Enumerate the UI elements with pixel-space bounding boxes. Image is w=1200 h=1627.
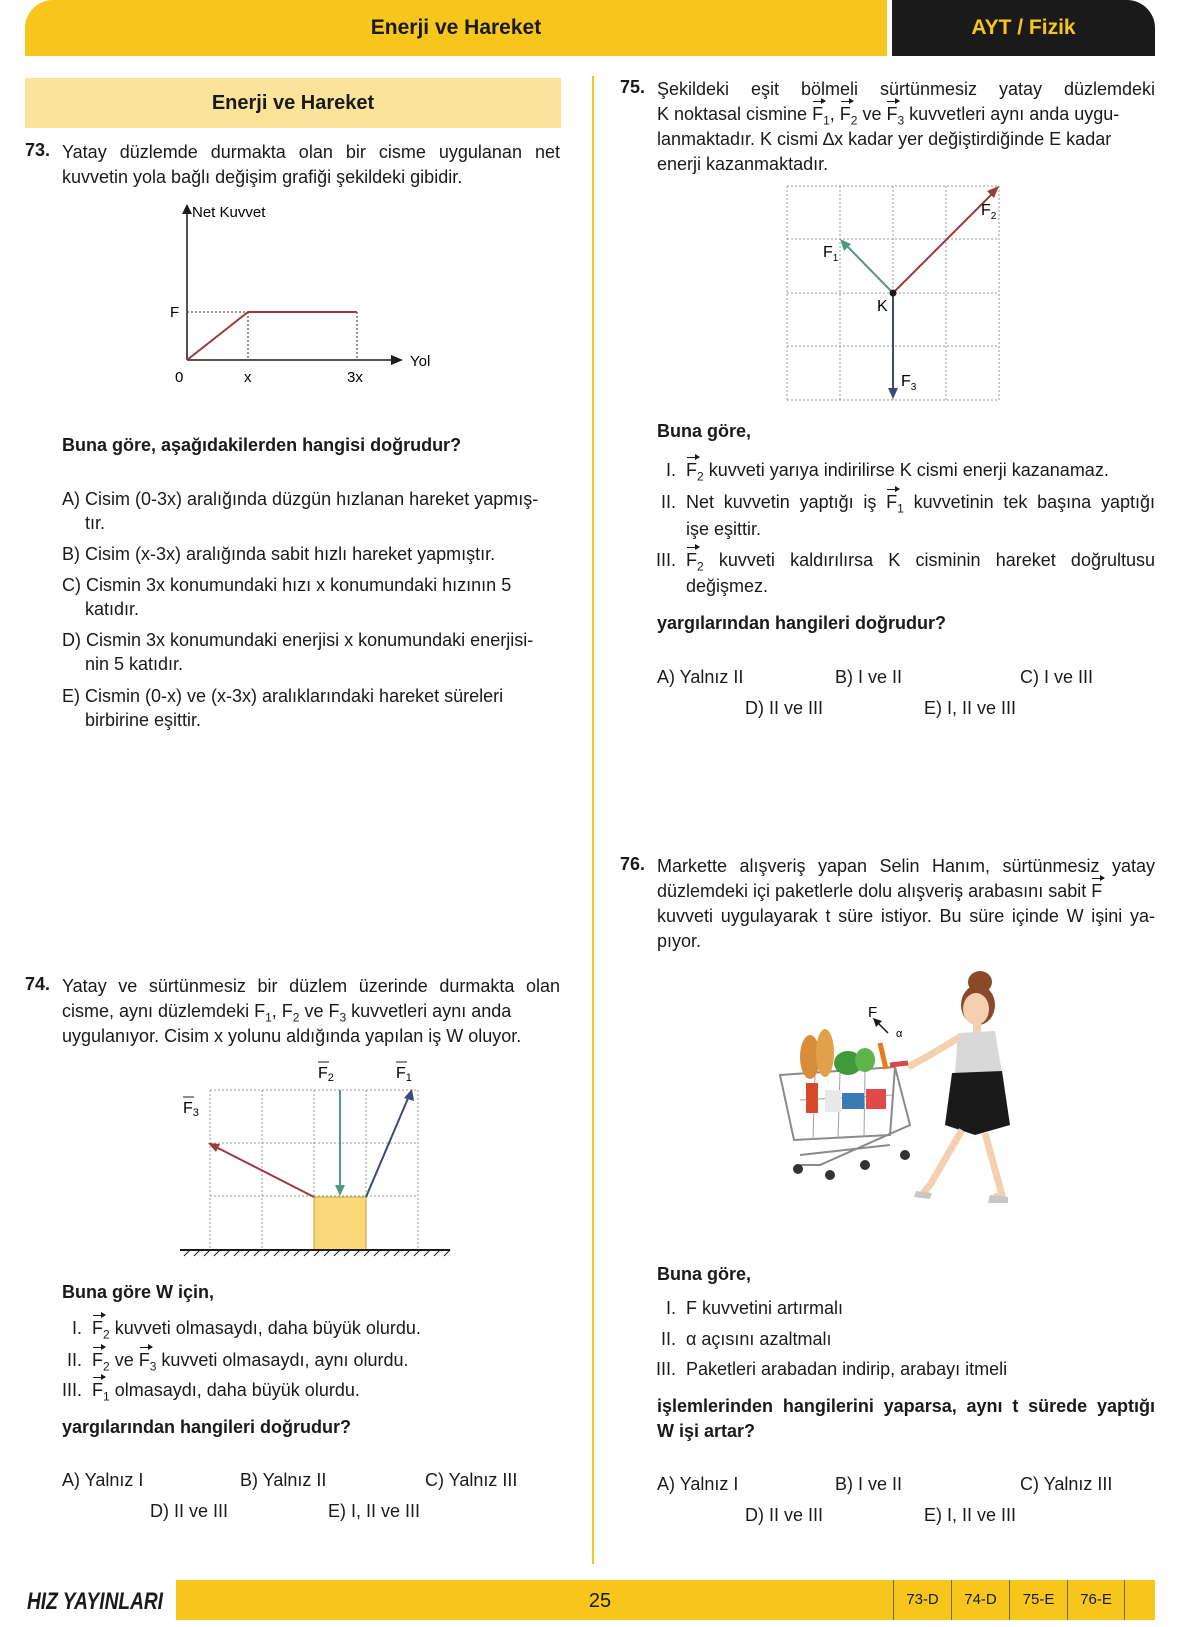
q75-answer-b[interactable]: B) I ve II <box>835 667 903 687</box>
q76-stmt3-num: III. <box>656 1359 677 1379</box>
q74-answer-a[interactable]: A) Yalnız I <box>62 1470 144 1490</box>
grocery-items <box>800 1029 886 1113</box>
q75-figure <box>780 182 1010 407</box>
q76-question-line2: W işi artar? <box>657 1421 756 1441</box>
q75-stmt2-cont: işe eşittir. <box>686 519 762 539</box>
q76-stmt2-num: II. <box>661 1329 677 1349</box>
q74-text-line2: cisme, aynı düzlemdeki $F_1$, $F_2$ ve $F_3$ kuvvetleri aynı anda <box>62 1001 512 1025</box>
q76-answer-d[interactable]: D) II ve III <box>745 1505 824 1525</box>
q75-stmt2: Net kuvvetin yaptığı iş $F_1$ kuvvetinin tek başına yaptığı <box>686 492 1155 516</box>
q76-force-label: F <box>868 1004 878 1021</box>
q74-question: yargılarından hangileri doğrudur? <box>62 1417 352 1437</box>
q76-stmt2: α açısını azaltmalı <box>686 1329 832 1349</box>
q76-number: 76. <box>620 854 646 874</box>
q76-stmt1-num: I. <box>666 1298 677 1318</box>
q75-question: yargılarından hangileri doğrudur? <box>657 613 947 633</box>
q74-text-line3: uygulanıyor. Cisim x yolunu aldığında yapılan iş W oluyor. <box>62 1026 522 1046</box>
q74-f1-arrow <box>366 1096 409 1197</box>
graph-xtick-x: x <box>244 369 252 386</box>
q73-number: 73. <box>25 140 51 160</box>
q73-option-a[interactable]: A) Cisim (0-3x) aralığında düzgün hızlanan hareket yapmış- <box>62 489 539 509</box>
q75-f1-label: $F_1$ <box>823 244 839 264</box>
q74-f3-label: F3 <box>183 1100 199 1119</box>
q75-f3-arrowhead-icon <box>888 388 898 399</box>
header-subject: AYT / Fizik <box>971 16 1076 39</box>
q74-stmt2: $F_2$ ve $F_3$ kuvveti olmasaydı, aynı olurdu. <box>92 1350 409 1374</box>
q74-f2-label: F2 <box>318 1065 334 1084</box>
q75-answer-d[interactable]: D) II ve III <box>745 698 824 718</box>
q76-prompt: Buna göre, <box>657 1264 752 1284</box>
q73-prompt: Buna göre, aşağıdakilerden hangisi doğrudur? <box>62 435 462 455</box>
q76-force-arrow <box>878 1023 888 1033</box>
q74-prompt: Buna göre W için, <box>62 1282 215 1302</box>
q76-question-line1: işlemlerinden hangilerini yaparsa, aynı t sürede yaptığı <box>657 1396 1155 1416</box>
q75-f3-label: $F_3$ <box>901 373 917 393</box>
q74-answer-d[interactable]: D) II ve III <box>150 1501 229 1521</box>
q74-stmt3-num: III. <box>62 1380 83 1400</box>
header-subject-bar <box>892 0 1155 56</box>
q73-option-b[interactable]: B) Cisim (x-3x) aralığında sabit hızlı hareket yapmıştır. <box>62 544 496 564</box>
q76-answer-a[interactable]: A) Yalnız I <box>657 1474 739 1494</box>
force-curve <box>187 312 357 360</box>
q74-f1-label: F1 <box>396 1065 412 1084</box>
q75-stmt1-num: I. <box>666 460 677 480</box>
q75-f1-arrow <box>845 244 893 293</box>
q76-line3: kuvveti uygulayarak t süre istiyor. Bu süre içinde W işini ya- <box>657 906 1155 926</box>
q75-number: 75. <box>620 77 646 97</box>
q73-option-e[interactable]: E) Cismin (0-x) ve (x-3x) aralıklarındaki hareket süreleri <box>62 686 504 706</box>
q75-point-k <box>890 290 897 297</box>
q74-stmt1-num: I. <box>72 1318 83 1338</box>
q76-answer-c[interactable]: C) Yalnız III <box>1020 1474 1113 1494</box>
q75-prompt: Buna göre, <box>657 421 752 441</box>
q73-option-e-cont: birbirine eşittir. <box>85 710 202 730</box>
answer-key-73: 73-D <box>893 1580 951 1620</box>
logo-text: HIZ YAYINLARI <box>27 1588 165 1615</box>
q74-text-line1: Yatay ve sürtünmesiz bir düzlem üzerinde durmakta olan <box>62 976 560 996</box>
q74-answer-c[interactable]: C) Yalnız III <box>425 1470 518 1490</box>
answer-key-76: 76-E <box>1067 1580 1125 1620</box>
q74-block <box>314 1197 366 1250</box>
q73-option-d-cont: nin 5 katıdır. <box>85 654 184 674</box>
q75-answer-e[interactable]: E) I, II ve III <box>924 698 1017 718</box>
q74-answer-b[interactable]: B) Yalnız II <box>240 1470 327 1490</box>
q75-answer-c[interactable]: C) I ve III <box>1020 667 1094 687</box>
q76-line2: düzlemdeki içi paketlerle dolu alışveriş arabasını sabit F <box>657 879 1102 904</box>
q75-stmt1: $F_2$ kuvveti yarıya indirilirse K cismi enerji kazanamaz. <box>686 460 1109 484</box>
q75-stmt3-num: III. <box>656 550 677 570</box>
q74-answer-e[interactable]: E) I, II ve III <box>328 1501 421 1521</box>
answer-key-75: 75-E <box>1009 1580 1067 1620</box>
q76-stmt1: F kuvvetini artırmalı <box>686 1298 844 1318</box>
column-divider <box>592 76 594 1564</box>
q74-number: 74. <box>25 974 51 994</box>
q76-answer-e[interactable]: E) I, II ve III <box>924 1505 1017 1525</box>
q75-line3: lanmaktadır. K cismi ∆x kadar yer değiştirdiğinde E kadar <box>657 129 1112 149</box>
q73-text: Yatay düzlemde durmakta olan bir cisme uygulanan net kuvvetin yola bağlı değişim grafiği şekildeki gibidir. <box>62 142 560 187</box>
graph-ytick-f: F <box>170 304 180 321</box>
q73-option-c[interactable]: C) Cismin 3x konumundaki hızı x konumundaki hızının 5 <box>62 575 512 595</box>
page-number: 25 <box>588 1590 612 1612</box>
q76-line4: pıyor. <box>657 931 702 951</box>
q76-figure <box>780 965 1060 1245</box>
header-title: Enerji ve Hareket <box>370 16 542 39</box>
q76-alpha-label: α <box>896 1028 903 1040</box>
q75-stmt3-cont: değişmez. <box>686 576 769 596</box>
q75-answer-a[interactable]: A) Yalnız II <box>657 667 744 687</box>
q76-line1: Markette alışveriş yapan Selin Hanım, sürtünmesiz yatay <box>657 856 1155 876</box>
q73-option-d[interactable]: D) Cismin 3x konumundaki enerjisi x konumundaki enerjisi- <box>62 630 534 650</box>
q74-stmt1: $F_2$ kuvveti olmasaydı, daha büyük olurdu. <box>92 1318 421 1342</box>
y-axis-arrow-icon <box>182 204 192 214</box>
q73-option-c-cont: katıdır. <box>85 599 140 619</box>
graph-ylabel: Net Kuvvet <box>192 204 266 221</box>
section-title: Enerji ve Hareket <box>211 92 375 114</box>
q73-option-a-cont: tır. <box>85 513 106 533</box>
q75-line1: Şekildeki eşit bölmeli sürtünmesiz yatay düzlemdeki <box>657 79 1155 99</box>
q75-stmt3: $F_2$ kuvveti kaldırılırsa K cisminin hareket doğrultusu <box>686 550 1155 574</box>
q74-f3-arrow <box>214 1146 314 1197</box>
section-title-box <box>25 78 561 128</box>
q74-f1-arrowhead-icon <box>404 1089 414 1101</box>
q75-f2-label: $F_2$ <box>981 202 997 222</box>
q76-answer-b[interactable]: B) I ve II <box>835 1474 903 1494</box>
q75-stmt2-num: II. <box>661 492 677 512</box>
q73-graph <box>160 200 450 395</box>
q74-f2-arrowhead-icon <box>335 1185 345 1196</box>
shopper-woman <box>908 971 1010 1203</box>
answer-key-74: 74-D <box>951 1580 1009 1620</box>
q74-stmt3: $F_1$ olmasaydı, daha büyük olurdu. <box>92 1380 360 1404</box>
header-chapter-bar <box>25 0 887 56</box>
q74-figure <box>170 1060 460 1260</box>
shopping-cart-icon <box>780 1063 910 1180</box>
q75-k-label: K <box>877 298 888 315</box>
publisher-logo <box>25 1582 165 1616</box>
q75-line2: K noktasal cismine $F_1$, $F_2$ ve $F_3$ kuvvetleri aynı anda uygu- <box>657 104 1120 128</box>
q74-label-vector-marks <box>183 1062 407 1097</box>
q74-stmt2-num: II. <box>67 1350 83 1370</box>
graph-xlabel: Yol <box>410 353 431 370</box>
q75-line4: enerji kazanmaktadır. <box>657 154 829 174</box>
graph-xtick-0: 0 <box>175 369 184 386</box>
x-axis-arrow-icon <box>391 355 403 365</box>
graph-xtick-3x: 3x <box>347 369 363 386</box>
q75-f2-arrow <box>893 194 992 293</box>
q76-stmt3: Paketleri arabadan indirip, arabayı itmeli <box>686 1359 1008 1379</box>
